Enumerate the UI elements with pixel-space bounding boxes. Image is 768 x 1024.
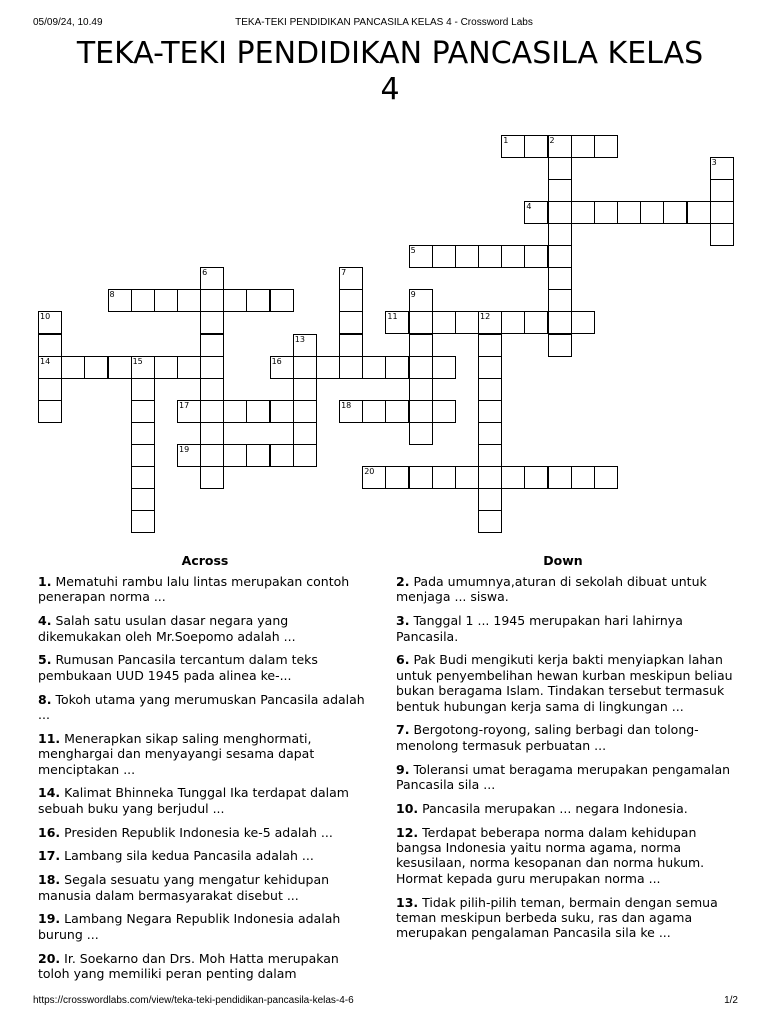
grid-cell[interactable] xyxy=(501,135,525,158)
grid-cell[interactable] xyxy=(200,267,224,290)
grid-cell[interactable] xyxy=(362,356,386,379)
grid-cell[interactable] xyxy=(594,201,618,224)
grid-cell[interactable] xyxy=(177,400,201,423)
clue-text: Presiden Republik Indonesia ke-5 adalah ... xyxy=(64,824,333,840)
grid-cell[interactable] xyxy=(131,356,155,379)
grid-cell[interactable] xyxy=(594,135,618,158)
grid-cell[interactable] xyxy=(432,245,456,268)
grid-cell[interactable] xyxy=(339,356,363,379)
grid-cell[interactable] xyxy=(246,400,270,423)
grid-cell[interactable] xyxy=(131,466,155,489)
grid-cell[interactable] xyxy=(432,356,456,379)
clue-text: Rumusan Pancasila tercantum dalam teks pembukaan UUD 1945 pada alinea ke-... xyxy=(38,652,318,683)
grid-cell[interactable] xyxy=(362,400,386,423)
grid-cell[interactable] xyxy=(478,422,502,445)
grid-cell[interactable] xyxy=(548,223,572,246)
clue-number-label: 19 xyxy=(179,444,190,454)
clue-number: 3. xyxy=(396,613,410,629)
grid-cell[interactable] xyxy=(409,400,433,423)
clue-number: 6. xyxy=(396,652,410,668)
grid-cell[interactable] xyxy=(293,378,317,401)
grid-cell[interactable] xyxy=(108,356,132,379)
grid-cell[interactable] xyxy=(385,400,409,423)
grid-cell[interactable] xyxy=(339,334,363,357)
grid-cell[interactable] xyxy=(38,311,62,334)
down-clue xyxy=(396,652,734,714)
grid-cell[interactable] xyxy=(200,378,224,401)
down-heading: Down xyxy=(543,553,583,568)
grid-cell[interactable] xyxy=(270,356,294,379)
grid-cell[interactable] xyxy=(200,422,224,445)
grid-cell[interactable] xyxy=(131,444,155,467)
grid-cell[interactable] xyxy=(200,289,224,312)
grid-cell[interactable] xyxy=(478,444,502,467)
down-clue xyxy=(396,825,734,887)
grid-cell[interactable] xyxy=(548,267,572,290)
grid-cell[interactable] xyxy=(409,311,433,334)
grid-cell[interactable] xyxy=(200,334,224,357)
grid-cell[interactable] xyxy=(38,356,62,379)
clue-text: Tidak pilih-pilih teman, bermain dengan semua teman meskipun berbeda suku, ras dan agama merupakan pengalaman Pancasila sila ke ... xyxy=(396,894,718,941)
grid-cell[interactable] xyxy=(409,334,433,357)
grid-cell[interactable] xyxy=(710,201,734,224)
clue-number-label: 3 xyxy=(711,158,717,168)
grid-cell[interactable] xyxy=(548,289,572,312)
grid-cell[interactable] xyxy=(38,334,62,357)
grid-cell[interactable] xyxy=(455,311,479,334)
clue-number: 12. xyxy=(396,824,419,840)
clue-number-label: 2 xyxy=(549,136,555,145)
grid-cell[interactable] xyxy=(293,400,317,423)
grid-cell[interactable] xyxy=(524,311,548,334)
clue-number-label: 4 xyxy=(526,202,532,212)
grid-cell[interactable] xyxy=(478,311,502,334)
down-clue xyxy=(396,801,734,816)
grid-cell[interactable] xyxy=(548,201,572,224)
grid-cell[interactable] xyxy=(339,400,363,423)
grid-cell[interactable] xyxy=(617,201,641,224)
clue-text: Tanggal 1 ... 1945 merupakan hari lahirnya Pancasila. xyxy=(396,613,683,644)
grid-cell[interactable] xyxy=(501,311,525,334)
clue-number: 5. xyxy=(38,652,52,668)
clue-number-label: 11 xyxy=(387,312,398,322)
clue-number-label: 16 xyxy=(271,356,282,366)
clue-number: 11. xyxy=(38,730,61,746)
grid-cell[interactable] xyxy=(548,334,572,357)
clue-text: Salah satu usulan dasar negara yang dikemukakan oleh Mr.Soepomo adalah ... xyxy=(38,613,296,644)
across-clue xyxy=(38,613,373,644)
grid-cell[interactable] xyxy=(84,356,108,379)
grid-cell[interactable] xyxy=(687,201,711,224)
grid-cell[interactable] xyxy=(200,444,224,467)
grid-cell[interactable] xyxy=(293,334,317,357)
puzzle-title-line2: 4 xyxy=(380,72,400,107)
grid-cell[interactable] xyxy=(548,245,572,268)
clue-number-label: 8 xyxy=(109,290,115,300)
grid-cell[interactable] xyxy=(223,444,247,467)
across-clue xyxy=(38,692,373,723)
across-clue xyxy=(38,848,373,863)
clue-text: Pada umumnya,aturan di sekolah dibuat untuk menjaga ... siswa. xyxy=(396,574,707,605)
grid-cell[interactable] xyxy=(455,245,479,268)
across-clue xyxy=(38,574,373,605)
grid-cell[interactable] xyxy=(154,356,178,379)
clue-number-label: 12 xyxy=(480,312,491,322)
grid-cell[interactable] xyxy=(200,356,224,379)
grid-cell[interactable] xyxy=(131,422,155,445)
grid-cell[interactable] xyxy=(131,488,155,511)
grid-cell[interactable] xyxy=(524,466,548,489)
grid-cell[interactable] xyxy=(571,201,595,224)
grid-cell[interactable] xyxy=(548,179,572,202)
print-url: https://crosswordlabs.com/view/teka-teki-pendidikan-pancasila-kelas-4-6 xyxy=(33,995,354,1006)
grid-cell[interactable] xyxy=(501,466,525,489)
grid-cell[interactable] xyxy=(316,356,340,379)
down-clue xyxy=(396,613,734,644)
grid-cell[interactable] xyxy=(200,311,224,334)
grid-cell[interactable] xyxy=(293,444,317,467)
down-clue xyxy=(396,762,734,793)
across-clue xyxy=(38,731,373,777)
grid-cell[interactable] xyxy=(409,378,433,401)
clue-number-label: 15 xyxy=(132,356,143,366)
grid-cell[interactable] xyxy=(478,400,502,423)
clue-number-label: 7 xyxy=(341,268,347,278)
clue-number: 20. xyxy=(38,950,61,966)
clue-number: 7. xyxy=(396,722,410,738)
grid-cell[interactable] xyxy=(409,289,433,312)
grid-cell[interactable] xyxy=(548,135,572,158)
clue-number-label: 20 xyxy=(364,466,375,476)
grid-cell[interactable] xyxy=(501,245,525,268)
clue-number-label: 9 xyxy=(410,290,416,300)
grid-cell[interactable] xyxy=(385,356,409,379)
grid-cell[interactable] xyxy=(524,135,548,158)
clue-number: 1. xyxy=(38,574,52,589)
puzzle-title-line1: TEKA-TEKI PENDIDIKAN PANCASILA KELAS xyxy=(76,36,704,71)
grid-cell[interactable] xyxy=(663,201,687,224)
clue-number: 9. xyxy=(396,761,410,777)
across-heading: Across xyxy=(181,553,229,568)
grid-cell[interactable] xyxy=(246,444,270,467)
grid-cell[interactable] xyxy=(131,289,155,312)
grid-cell[interactable] xyxy=(710,223,734,246)
grid-cell[interactable] xyxy=(38,400,62,423)
clue-text: Ir. Soekarno dan Drs. Moh Hatta merupakan toloh yang memiliki peran penting dalam xyxy=(38,950,339,982)
clue-number-label: 13 xyxy=(294,334,305,344)
clue-text: Mematuhi rambu lalu lintas merupakan contoh penerapan norma ... xyxy=(38,574,350,605)
clue-number: 17. xyxy=(38,848,61,864)
grid-cell[interactable] xyxy=(270,444,294,467)
grid-cell[interactable] xyxy=(223,289,247,312)
grid-cell[interactable] xyxy=(432,311,456,334)
across-clue xyxy=(38,825,373,840)
grid-cell[interactable] xyxy=(571,135,595,158)
grid-cell[interactable] xyxy=(478,378,502,401)
grid-cell[interactable] xyxy=(594,466,618,489)
grid-cell[interactable] xyxy=(548,311,572,334)
across-clue-list xyxy=(38,574,373,990)
grid-cell[interactable] xyxy=(293,422,317,445)
grid-cell[interactable] xyxy=(385,311,409,334)
clue-text: Toleransi umat beragama merupakan pengamalan Pancasila sila ... xyxy=(396,761,731,793)
grid-cell[interactable] xyxy=(548,466,572,489)
grid-cell[interactable] xyxy=(177,444,201,467)
print-page-title: TEKA-TEKI PENDIDIKAN PANCASILA KELAS 4 - Crossword Labs xyxy=(235,17,533,28)
grid-cell[interactable] xyxy=(571,311,595,334)
grid-cell[interactable] xyxy=(640,201,664,224)
clue-number: 13. xyxy=(396,894,419,910)
clue-number-label: 18 xyxy=(341,400,352,410)
grid-cell[interactable] xyxy=(131,510,155,533)
clue-text: Lambang sila kedua Pancasila adalah ... xyxy=(64,848,314,864)
grid-cell[interactable] xyxy=(200,400,224,423)
grid-cell[interactable] xyxy=(246,289,270,312)
grid-cell[interactable] xyxy=(524,201,548,224)
clue-number: 10. xyxy=(396,800,419,816)
grid-cell[interactable] xyxy=(548,157,572,180)
print-datetime: 05/09/24, 10.49 xyxy=(33,17,103,28)
clue-number: 16. xyxy=(38,824,61,840)
across-clue xyxy=(38,951,373,982)
clue-text: Lambang Negara Republik Indonesia adalah burung ... xyxy=(38,911,341,942)
grid-cell[interactable] xyxy=(478,510,502,533)
grid-cell[interactable] xyxy=(710,157,734,180)
grid-cell[interactable] xyxy=(409,356,433,379)
grid-cell[interactable] xyxy=(432,466,456,489)
clue-number-label: 17 xyxy=(179,400,190,410)
clue-text: Bergotong-royong, saling berbagi dan tolong-menolong termasuk perbuatan ... xyxy=(396,722,699,753)
clue-number: 19. xyxy=(38,911,61,927)
grid-cell[interactable] xyxy=(571,466,595,489)
grid-cell[interactable] xyxy=(409,245,433,268)
clue-number: 18. xyxy=(38,872,61,888)
grid-cell[interactable] xyxy=(710,179,734,202)
grid-cell[interactable] xyxy=(293,356,317,379)
clue-number-label: 6 xyxy=(202,268,208,278)
grid-cell[interactable] xyxy=(339,289,363,312)
grid-cell[interactable] xyxy=(177,289,201,312)
grid-cell[interactable] xyxy=(339,311,363,334)
clue-text: Terdapat beberapa norma dalam kehidupan bangsa Indonesia yaitu norma agama, norma kesusilaan, norma kesopanan dan norma hukum. Hormat kepada guru merupakan norma ... xyxy=(396,824,705,886)
across-clue xyxy=(38,652,373,683)
clue-text: Pancasila merupakan ... negara Indonesia. xyxy=(422,800,688,816)
clue-number-label: 1 xyxy=(503,136,509,145)
down-clue-list xyxy=(396,574,734,949)
grid-cell[interactable] xyxy=(339,267,363,290)
grid-cell[interactable] xyxy=(478,356,502,379)
down-clue xyxy=(396,895,734,941)
grid-cell[interactable] xyxy=(61,356,85,379)
clue-number-label: 10 xyxy=(40,312,51,322)
grid-cell[interactable] xyxy=(478,334,502,357)
clue-number-label: 14 xyxy=(40,356,51,366)
grid-cell[interactable] xyxy=(108,289,132,312)
grid-cell[interactable] xyxy=(524,245,548,268)
clue-text: Tokoh utama yang merumuskan Pancasila adalah ... xyxy=(38,691,365,723)
grid-cell[interactable] xyxy=(409,422,433,445)
grid-cell[interactable] xyxy=(38,378,62,401)
clue-number-label: 5 xyxy=(410,246,416,256)
clue-text: Segala sesuatu yang mengatur kehidupan manusia dalam bermasyarakat disebut ... xyxy=(38,872,330,903)
grid-cell[interactable] xyxy=(455,466,479,489)
grid-cell[interactable] xyxy=(478,466,502,489)
grid-cell[interactable] xyxy=(200,466,224,489)
grid-cell[interactable] xyxy=(270,400,294,423)
clue-number: 4. xyxy=(38,613,52,629)
grid-cell[interactable] xyxy=(270,289,294,312)
clue-text: Kalimat Bhinneka Tunggal Ika terdapat dalam sebuah buku yang berjudul ... xyxy=(38,785,349,816)
grid-cell[interactable] xyxy=(409,466,433,489)
across-clue xyxy=(38,872,373,903)
clue-number: 8. xyxy=(38,691,52,707)
clue-number: 2. xyxy=(396,574,410,589)
grid-cell[interactable] xyxy=(478,245,502,268)
grid-cell[interactable] xyxy=(131,378,155,401)
grid-cell[interactable] xyxy=(385,466,409,489)
across-clue xyxy=(38,785,373,816)
down-clue xyxy=(396,574,734,605)
clue-text: Menerapkan sikap saling menghormati, menghargai dan menyayangi sesama dapat menciptakan ... xyxy=(38,730,315,777)
clue-text: Pak Budi mengikuti kerja bakti menyiapkan lahan untuk penyembelihan hewan kurban meskipun beliau bukan beragama Islam. Tindakan tersebut termasuk bentuk hubungan kerja sama di lingkungan ... xyxy=(396,652,733,714)
grid-cell[interactable] xyxy=(432,400,456,423)
across-clue xyxy=(38,911,373,942)
grid-cell[interactable] xyxy=(223,400,247,423)
grid-cell[interactable] xyxy=(362,466,386,489)
grid-cell[interactable] xyxy=(154,289,178,312)
grid-cell[interactable] xyxy=(131,400,155,423)
grid-cell[interactable] xyxy=(478,488,502,511)
grid-cell[interactable] xyxy=(177,356,201,379)
clue-number: 14. xyxy=(38,785,61,801)
down-clue xyxy=(396,722,734,753)
print-page-number: 1/2 xyxy=(724,995,738,1006)
